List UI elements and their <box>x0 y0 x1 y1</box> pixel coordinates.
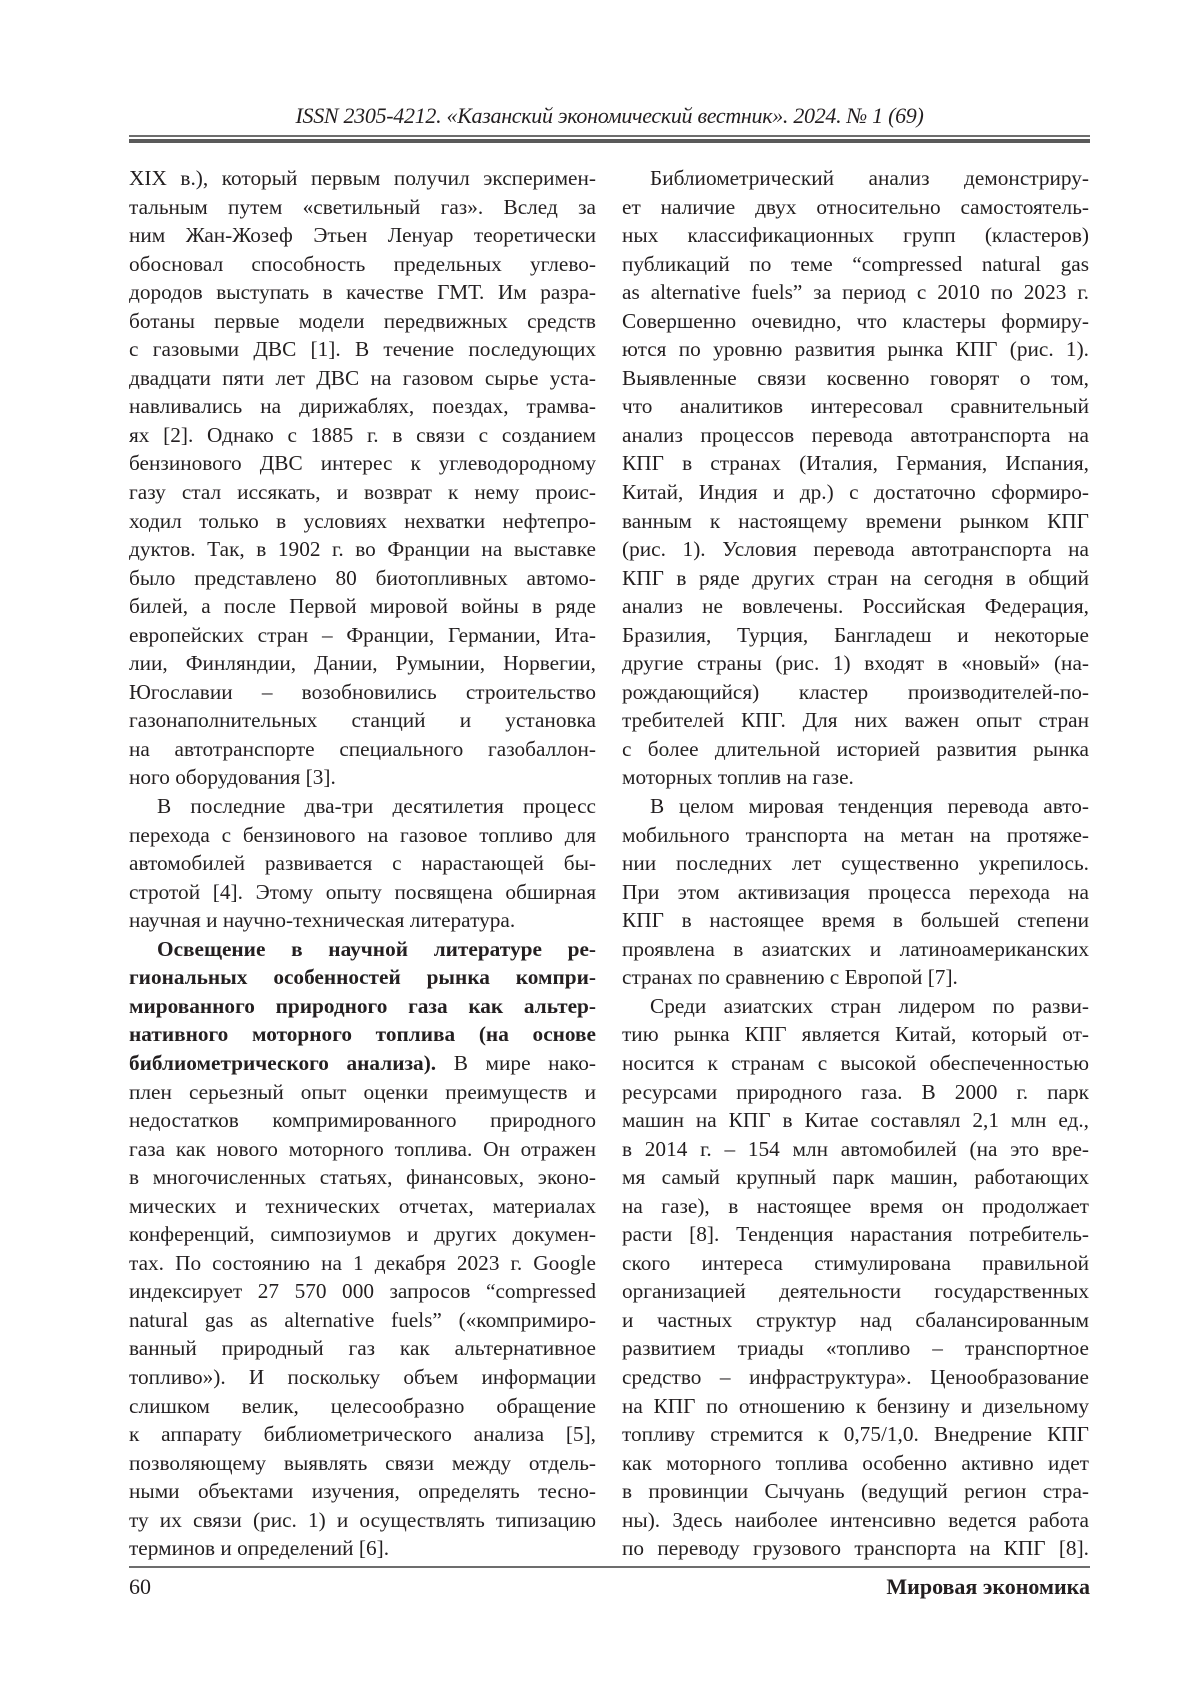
paragraph <box>622 164 1089 792</box>
text-line: Совершенно очевидно, что кластеры формиру- <box>622 308 1089 333</box>
text-line: топливо»). И поскольку объем информации <box>129 1364 596 1389</box>
text-line: КПГ в ряде других стран на сегодня в общий <box>622 565 1089 590</box>
running-header: ISSN 2305-4212. «Казанский экономический вестник». 2024. № 1 (69) <box>295 103 924 128</box>
text-line: позволяющему выявлять связи между отдель- <box>129 1450 596 1475</box>
text-line: на автотранспорте специального газобаллон- <box>129 736 596 761</box>
text-line: анализ процессов перевода автотранспорта на <box>622 422 1089 447</box>
text-line: газу стал иссякать, и возврат к нему проис- <box>129 480 596 505</box>
text-line: машин на КПГ в Китае составлял 2,1 млн ед., <box>622 1108 1089 1133</box>
text-line: При этом активизация процесса перехода на <box>622 879 1089 904</box>
text-line: газонаполнительных станций и установка <box>129 708 596 733</box>
text-line: газа как нового моторного топлива. Он отражен <box>129 1136 596 1161</box>
text-line: ны). Здесь наиболее интенсивно ведется работа <box>622 1507 1089 1532</box>
text-line: билей, а после Первой мировой войны в ряде <box>129 594 596 619</box>
bold-heading-line: Освещение в научной литературе ре- <box>157 936 596 961</box>
text-line: топливу стремится к 0,75/1,0. Внедрение КПГ <box>622 1422 1089 1447</box>
text-line: as alternative fuels” за период с 2010 по 2023 г. <box>622 280 1089 305</box>
paragraph <box>129 935 596 1563</box>
text-line: слишком велик, целесообразно обращение <box>129 1393 596 1418</box>
text-line: ными объектами изучения, определять тесно- <box>129 1479 596 1504</box>
text-line: КПГ в странах (Италия, Германия, Испания, <box>622 451 1089 476</box>
text-line: стротой [4]. Этому опыту посвящена обширная <box>129 879 596 904</box>
text-line: публикаций по теме “compressed natural gas <box>622 251 1089 276</box>
text-line: двадцати пяти лет ДВС на газовом сырье уста- <box>129 365 596 390</box>
text-line: недостатков компримированного природного <box>129 1108 596 1133</box>
text-line: по переводу грузового транспорта на КПГ [8]. <box>622 1536 1089 1561</box>
text-line: ботаны первые модели передвижных средств <box>129 308 596 333</box>
text-line: ванный природный газ как альтернативное <box>129 1336 596 1361</box>
paragraph <box>622 792 1089 992</box>
text-line: Китай, Индия и др.) с достаточно сформиро- <box>622 480 1089 505</box>
bold-heading-line: мированного природного газа как альтер- <box>129 993 596 1018</box>
text-line: Бразилия, Турция, Бангладеш и некоторые <box>622 622 1089 647</box>
text-line: ного оборудования [3]. <box>129 765 336 790</box>
text-line: носится к странам с высокой обеспеченностью <box>622 1050 1089 1075</box>
text-line: с газовыми ДВС [1]. В течение последующих <box>129 337 596 362</box>
text-line: мических и технических отчетах, материалах <box>129 1193 596 1218</box>
header-rule <box>129 135 1090 137</box>
text-line: дуктов. Так, в 1902 г. во Франции на выставке <box>129 537 596 562</box>
text-line: ных классификационных групп (кластеров) <box>622 223 1089 248</box>
paragraph <box>129 164 596 792</box>
page-number: 60 <box>129 1574 151 1599</box>
text-line: мобильного транспорта на метан на протяже- <box>622 822 1089 847</box>
text-line: требителей КПГ. Для них важен опыт стран <box>622 708 1089 733</box>
paragraph <box>622 992 1089 1563</box>
text-line: ним Жан-Жозеф Этьен Ленуар теоретически <box>129 223 596 248</box>
text-line: моторных топлив на газе. <box>622 765 854 790</box>
left-column <box>129 164 596 1563</box>
bold-heading-line: гиональных особенностей рынка компри- <box>129 965 596 990</box>
paragraph <box>129 792 596 935</box>
text-line: дородов выступать в качестве ГМТ. Им разра- <box>129 280 596 305</box>
text-line <box>129 1049 596 1078</box>
text-line: нии последних лет существенно укрепилось. <box>622 851 1089 876</box>
text-line: странах по сравнению с Европой [7]. <box>622 965 958 990</box>
text-line: и частных структур над сбалансированным <box>622 1307 1089 1332</box>
text-line: в 2014 г. – 154 млн автомобилей (на это вре- <box>622 1136 1089 1161</box>
text-line: тальным путем «светильный газ». Вслед за <box>129 194 596 219</box>
text-line: natural gas as alternative fuels” («компримиро- <box>129 1307 596 1332</box>
text-line: тию рынка КПГ является Китай, который от- <box>622 1022 1089 1047</box>
text-line: лии, Финляндии, Дании, Румынии, Норвегии, <box>129 651 596 676</box>
text-line: В целом мировая тенденция перевода авто- <box>650 794 1089 819</box>
text-line: средство – инфраструктура». Ценообразование <box>622 1364 1089 1389</box>
text-line: как моторного топлива особенно активно идет <box>622 1450 1089 1475</box>
text-line: ях [2]. Однако с 1885 г. в связи с созданием <box>129 422 596 447</box>
body-text: В мире нако- <box>436 1050 596 1075</box>
header-rule-thick <box>129 139 1090 143</box>
text-line: ресурсами природного газа. В 2000 г. парк <box>622 1079 1089 1104</box>
bold-heading-line: нативного моторного топлива (на основе <box>129 1022 596 1047</box>
text-line: перехода с бензинового на газовое топливо для <box>129 822 596 847</box>
text-line: к аппарату библиометрического анализа [5], <box>129 1422 596 1447</box>
text-line: было представлено 80 биотопливных автомо- <box>129 565 596 590</box>
text-line: Выявленные связи косвенно говорят о том, <box>622 365 1089 390</box>
text-line: ет наличие двух относительно самостоятель- <box>622 194 1089 219</box>
text-line: европейских стран – Франции, Германии, Ита- <box>129 622 596 647</box>
text-line: научная и научно-техническая литература. <box>129 908 516 933</box>
text-line: навливались на дирижаблях, поездах, трамва- <box>129 394 596 419</box>
text-line: на газе), в настоящее время он продолжает <box>622 1193 1089 1218</box>
text-line: конференций, симпозиумов и других докумен- <box>129 1222 596 1247</box>
text-line: обосновал способность предельных углево- <box>129 251 596 276</box>
text-line: расти [8]. Тенденция нарастания потребитель- <box>622 1222 1089 1247</box>
text-line: КПГ в настоящее время в большей степени <box>622 908 1089 933</box>
text-line: мя самый крупный парк машин, работающих <box>622 1165 1089 1190</box>
right-column <box>622 164 1089 1563</box>
text-line: рождающийся) кластер производителей-по- <box>622 679 1089 704</box>
text-line: бензинового ДВС интерес к углеводородному <box>129 451 596 476</box>
text-line: тах. По состоянию на 1 декабря 2023 г. Google <box>129 1250 596 1275</box>
text-line: ского интереса стимулирована правильной <box>622 1250 1089 1275</box>
text-line: (рис. 1). Условия перевода автотранспорта на <box>622 537 1089 562</box>
text-line: организацией деятельности государственных <box>622 1279 1089 1304</box>
text-line: Югославии – возобновились строительство <box>129 679 596 704</box>
text-line: Среди азиатских стран лидером по разви- <box>650 993 1089 1018</box>
text-line: на КПГ по отношению к бензину и дизельному <box>622 1393 1089 1418</box>
section-title: Мировая экономика <box>886 1574 1090 1599</box>
text-line: в многочисленных статьях, финансовых, эконо- <box>129 1165 596 1190</box>
text-line: плен серьезный опыт оценки преимуществ и <box>129 1079 596 1104</box>
text-line: другие страны (рис. 1) входят в «новый» (на- <box>622 651 1089 676</box>
bold-heading-text: библиометрического анализа). <box>129 1050 437 1075</box>
text-line: ту их связи (рис. 1) и осуществлять типизацию <box>129 1507 596 1532</box>
text-line: анализ не вовлечены. Российская Федерация, <box>622 594 1089 619</box>
text-line: ются по уровню развития рынка КПГ (рис. 1). <box>622 337 1089 362</box>
text-line: что аналитиков интересовал сравнительный <box>622 394 1089 419</box>
text-line: автомобилей развивается с нарастающей бы- <box>129 851 596 876</box>
text-line: терминов и определений [6]. <box>129 1536 390 1561</box>
footer-rule <box>129 1566 1090 1568</box>
text-line: В последние два-три десятилетия процесс <box>157 794 596 819</box>
text-line: XIX в.), который первым получил эксперимен- <box>129 166 596 190</box>
text-line: ходил только в условиях нехватки нефтепро- <box>129 508 596 533</box>
text-line: ванным к настоящему времени рынком КПГ <box>622 508 1089 533</box>
text-line: с более длительной историей развития рынка <box>622 736 1089 761</box>
text-line: развитием триады «топливо – транспортное <box>622 1336 1089 1361</box>
text-line: индексирует 27 570 000 запросов “compressed <box>129 1279 596 1304</box>
text-line: Библиометрический анализ демонстриру- <box>650 166 1089 190</box>
text-line: в провинции Сычуань (ведущий регион стра- <box>622 1479 1089 1504</box>
text-line: проявлена в азиатских и латиноамериканских <box>622 936 1089 961</box>
